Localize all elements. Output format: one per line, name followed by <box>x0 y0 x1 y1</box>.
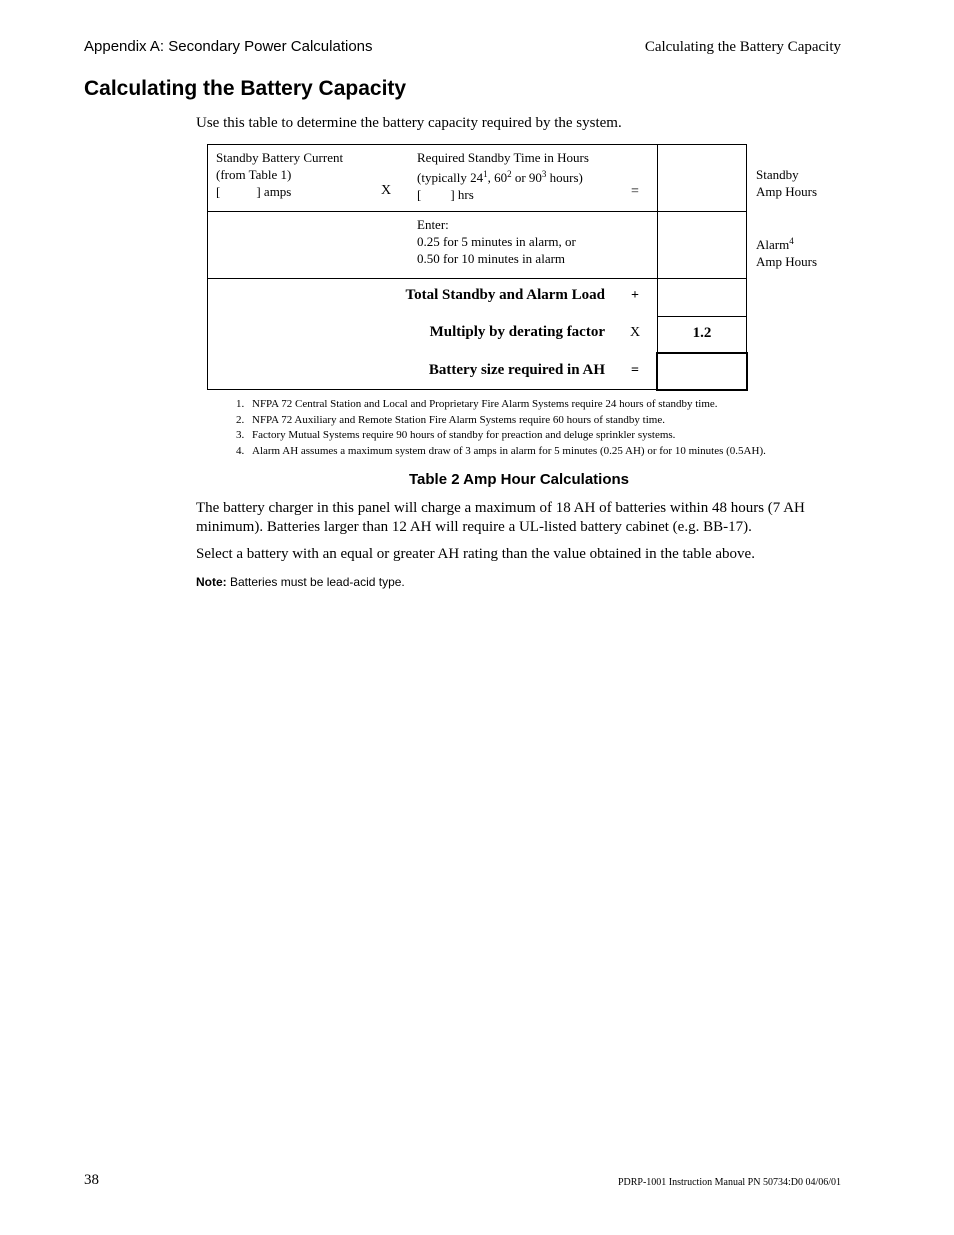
battery-size-label: Battery size required in AH <box>428 362 605 378</box>
derating-factor-label: Multiply by derating factor <box>429 324 605 340</box>
battery-size-result-box <box>656 352 748 391</box>
page-number: 38 <box>84 1172 99 1188</box>
derating-factor-value: 1.2 <box>692 325 712 341</box>
selection-paragraph: Select a battery with an equal or greater AH rating than the value obtained in the table above. <box>196 546 755 562</box>
table-rule <box>208 278 746 279</box>
standby-time-label: Required Standby Time in Hours (typically $24^1$, $60^2$ or $90^3$ hours) [ ] hrs <box>417 150 589 202</box>
table-rule <box>208 211 746 212</box>
standby-current-label: Standby Battery Current (from Table 1) [ ] amps <box>216 150 344 199</box>
alarm-time-instructions: Enter: 0.25 for 5 minutes in alarm, or 0.50 for 10 minutes in alarm <box>417 217 576 266</box>
multiply-operator: X <box>630 325 641 340</box>
page-title: Calculating the Battery Capacity <box>84 77 407 100</box>
equals-operator: = <box>631 184 639 199</box>
equals-operator: = <box>631 363 639 378</box>
standby-amp-hours-label: Standby Amp Hours <box>756 167 818 199</box>
note: Note: Batteries must be lead-acid type. <box>196 575 405 589</box>
charger-paragraph: The battery charger in this panel will charge a maximum of 18 AH of batteries within 48 hours (7 AH minimum). Batteries larger than 12 AH will require a UL-listed battery cabinet (e.g. BB-17). <box>196 500 805 535</box>
running-header-left: Appendix A: Secondary Power Calculations <box>84 38 373 55</box>
table-rule <box>657 316 746 317</box>
intro-paragraph: Use this table to determine the battery capacity required by the system. <box>196 115 622 131</box>
footer-doc-info: PDRP-1001 Instruction Manual PN 50734:D0 04/06/01 <box>617 1177 841 1188</box>
footnote: 2. NFPA 72 Auxiliary and Remote Station Fire Alarm Systems require 60 hours of standby time. <box>236 413 665 426</box>
footnote: 3. Factory Mutual Systems require 90 hours of standby for preaction and deluge sprinkler systems. <box>236 429 676 442</box>
table-caption: Table 2 Amp Hour Calculations <box>408 471 630 488</box>
footnote: 1. NFPA 72 Central Station and Local and Proprietary Fire Alarm Systems require 24 hours of standby time. <box>236 398 718 410</box>
total-load-label: Total Standby and Alarm Load <box>405 287 605 303</box>
footnote: 4. Alarm AH assumes a maximum system draw of 3 amps in alarm for 5 minutes (0.25 AH) or for 10 minutes (0.5AH). <box>236 444 766 457</box>
plus-operator: + <box>631 288 639 303</box>
running-header-right: Calculating the Battery Capacity <box>644 39 841 55</box>
table-footnotes <box>236 397 766 459</box>
multiply-operator: X <box>381 183 392 198</box>
table-rule <box>657 145 658 353</box>
alarm-amp-hours-label: Alarm$^4$ Amp Hours <box>756 236 818 269</box>
